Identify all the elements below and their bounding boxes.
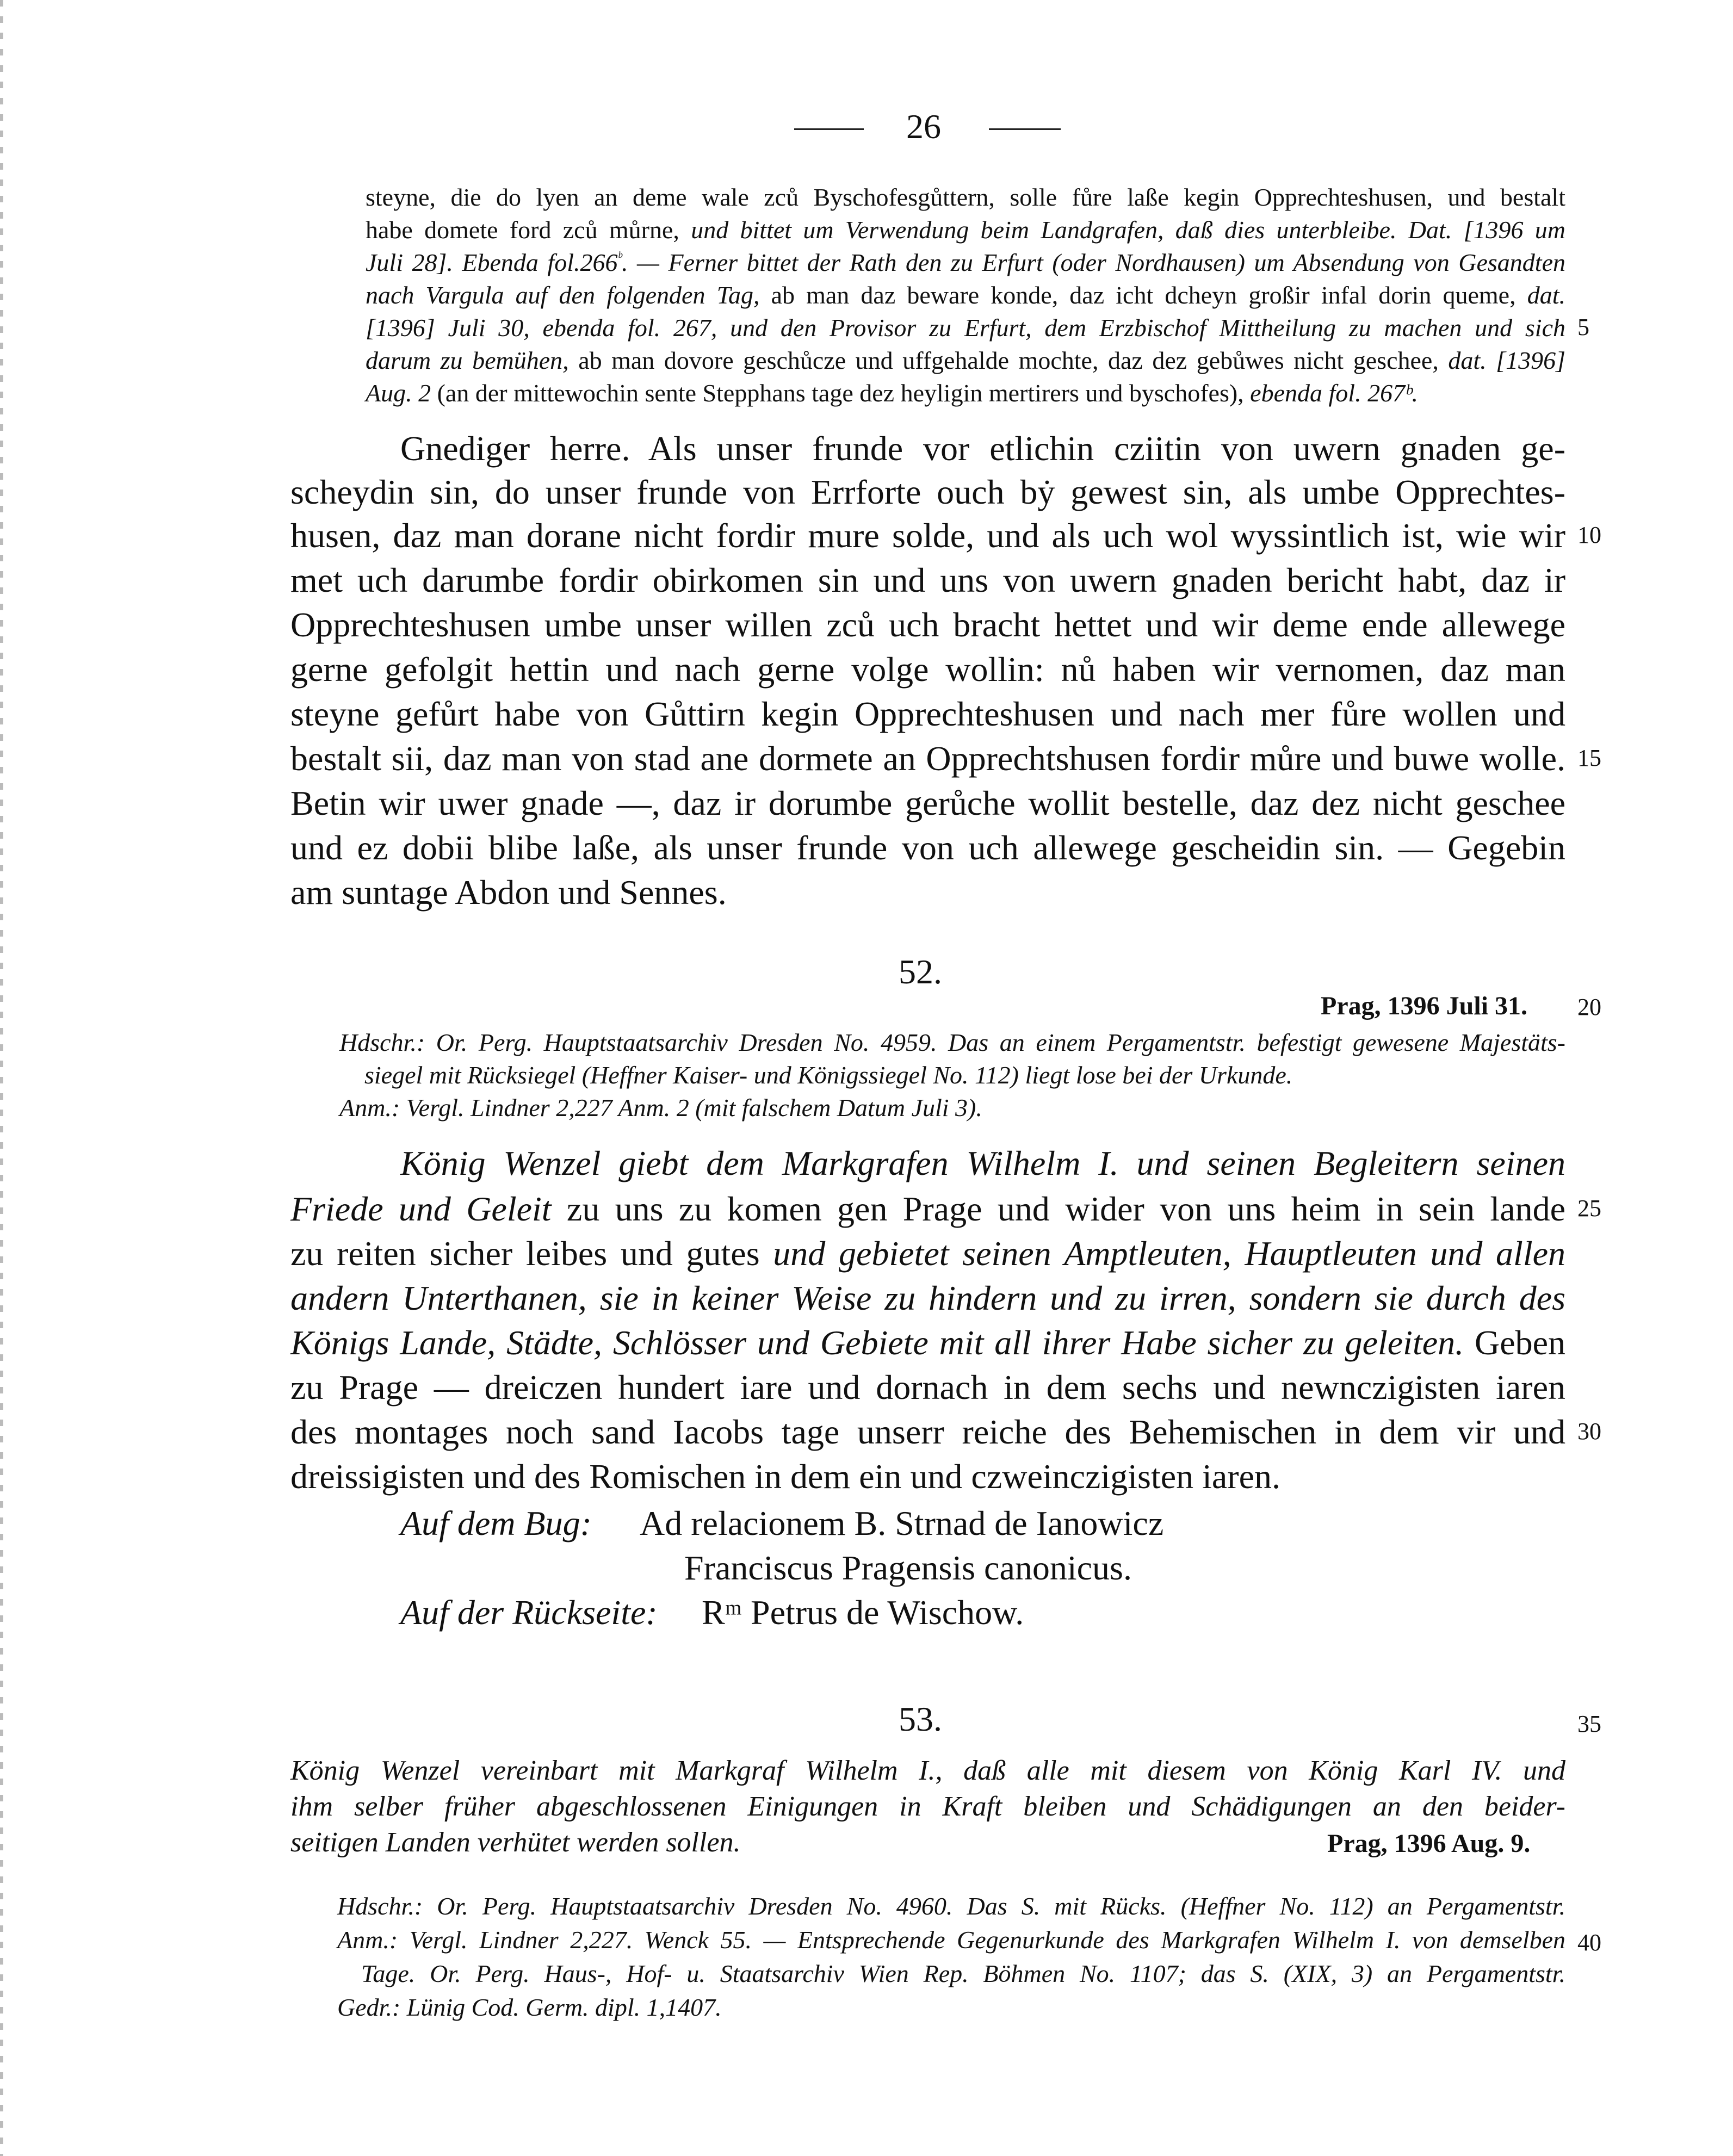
letter-line: und ez dobii blibe laße, als unser frunde von uch allewege gescheidin sin. — Gegebin: [290, 828, 1565, 867]
letter-line: husen, daz man dorane nicht fordir mure solde, und als uch wol wyssintlich ist, wie wir: [290, 516, 1565, 555]
doc52-note: siegel mit Rücksiegel (Heffner Kaiser- und Königssiegel No. 112) liegt lose bei der Urkunde.: [364, 1061, 1293, 1089]
header-rule-left: [794, 128, 864, 130]
doc52-note: Hdschr.: Or. Perg. Hauptstaatsarchiv Dresden No. 4959. Das an einem Pergamentstr. befestigt gewesene Majestäts-: [339, 1029, 1565, 1056]
doc53-number: 53.: [899, 1700, 942, 1738]
header-rule-right: [989, 128, 1061, 130]
notes-top-line: Aug. 2 (an der mittewochin sente Stepphans tage dez heyligin mertirers und byschofes), ebenda fol. 267ᵇ.: [366, 379, 1418, 407]
letter-line: steyne gefůrt habe von Gůttirn kegin Opprechteshusen und nach mer fůre wollen und: [290, 695, 1565, 733]
doc53-note: Anm.: Vergl. Lindner 2,227. Wenck 55. — Entsprechende Gegenurkunde des Markgrafen Wilhelm I. von demselben: [337, 1926, 1565, 1954]
margin-line-number: 10: [1577, 522, 1601, 548]
doc53-note: Tage. Or. Perg. Haus-, Hof- u. Staatsarchiv Wien Rep. Böhmen No. 1107; das S. (XIX, 3) an Pergamentstr.: [361, 1960, 1565, 1987]
letter-line: scheydin sin, do unser frunde von Errforte ouch bẏ gewest sin, als umbe Opprechtes-: [290, 473, 1565, 511]
doc52-line: andern Unterthanen, sie in keiner Weise zu hindern und zu irren, sondern sie durch des: [290, 1279, 1565, 1317]
margin-line-number: 40: [1577, 1929, 1601, 1956]
back-text: Rᵐ Petrus de Wischow.: [702, 1593, 1024, 1632]
margin-line-number: 20: [1577, 994, 1601, 1020]
scan-edge: [0, 0, 3, 2156]
page-number: 26: [906, 107, 941, 146]
margin-line-number: 30: [1577, 1418, 1601, 1445]
margin-line-number: 25: [1577, 1195, 1601, 1222]
notes-top-line: habe domete ford zců můrne, und bittet um Verwendung beim Landgrafen, daß dies unterbleibe. Dat. [1396 um: [366, 216, 1566, 244]
doc52-line: Friede und Geleit zu uns zu komen gen Prage und wider von uns heim in sein lande: [290, 1189, 1566, 1228]
doc53-summary-line: König Wenzel vereinbart mit Markgraf Wilhelm I., daß alle mit diesem von König Karl IV. und: [290, 1755, 1565, 1786]
bug-label: Auf dem Bug:: [400, 1504, 592, 1542]
margin-line-number: 15: [1577, 745, 1601, 771]
doc52-line: des montages noch sand Iacobs tage unserr reiche des Behemischen in dem vir und: [290, 1412, 1565, 1451]
doc52-line: zu reiten sicher leibes und gutes und gebietet seinen Amptleuten, Hauptleuten und allen: [290, 1234, 1565, 1273]
letter-line: met uch darumbe fordir obirkomen sin und uns von uwern gnaden bericht habt, daz ir: [290, 561, 1565, 599]
notes-top-line: darum zu bemühen, ab man dovore geschůcze und uffgehalde mochte, daz dez gebůwes nicht geschee, dat. [1396]: [366, 346, 1565, 374]
margin-line-number: 35: [1577, 1711, 1601, 1737]
doc53-summary-line: ihm selber früher abgeschlossenen Einigungen in Kraft bleiben und Schädigungen an den beider-: [290, 1791, 1565, 1822]
letter-line: am suntage Abdon und Sennes.: [290, 873, 727, 912]
doc52-line: dreissigisten und des Romischen in dem ein und czweinczigisten iaren.: [290, 1457, 1280, 1496]
notes-top-line: nach Vargula auf den folgenden Tag, ab man daz beware konde, daz icht dcheyn großir infal dorin queme, dat.: [366, 281, 1565, 309]
notes-top-line: steyne, die do lyen an deme wale zců Byschofesgůttern, solle fůre laße kegin Opprechteshusen, und bestalt: [366, 183, 1565, 211]
doc53-note: Hdschr.: Or. Perg. Hauptstaatsarchiv Dresden No. 4960. Das S. mit Rücks. (Heffner No. 112) an Pergamentstr.: [337, 1892, 1565, 1920]
notes-top-line: [1396] Juli 30, ebenda fol. 267, und den Provisor zu Erfurt, dem Erzbischof Mittheilung zu machen und sich: [366, 314, 1565, 342]
doc53-summary-line: seitigen Landen verhütet werden sollen.: [290, 1827, 741, 1858]
bug-line-2: Franciscus Pragensis canonicus.: [684, 1548, 1132, 1587]
bug-line-1: Ad relacionem B. Strnad de Ianowicz: [640, 1504, 1164, 1542]
letter-line: bestalt sii, daz man von stad ane dormete an Opprechtshusen fordir můre und buwe wolle.: [290, 739, 1565, 778]
doc52-number: 52.: [899, 952, 942, 991]
doc53-place-date: Prag, 1396 Aug. 9.: [1327, 1829, 1531, 1858]
doc52-note: Anm.: Vergl. Lindner 2,227 Anm. 2 (mit falschem Datum Juli 3).: [339, 1094, 982, 1122]
doc52-line: Königs Lande, Städte, Schlösser und Gebiete mit all ihrer Habe sicher zu geleiten. Geben: [290, 1323, 1565, 1362]
doc52-place-date: Prag, 1396 Juli 31.: [1321, 992, 1527, 1020]
letter-line: gerne gefolgit hettin und nach gerne volge wollin: nů haben wir vernomen, daz man: [290, 650, 1565, 689]
doc53-note: Gedr.: Lünig Cod. Germ. dipl. 1,1407.: [337, 1993, 722, 2021]
doc52-line: König Wenzel giebt dem Markgrafen Wilhelm I. und seinen Begleitern seinen: [400, 1144, 1565, 1182]
margin-line-number: 5: [1577, 314, 1589, 340]
letter-line: Betin wir uwer gnade —, daz ir dorumbe gerůche wollit bestelle, daz dez nicht geschee: [290, 784, 1565, 822]
letter-line: Opprechteshusen umbe unser willen zců uch bracht hettet und wir deme ende allewege: [290, 605, 1565, 644]
letter-line: Gnediger herre. Als unser frunde vor etlichin cziitin von uwern gnaden ge-: [400, 429, 1565, 468]
notes-top-line: Juli 28]. Ebenda $fol.266^ᵇ$. — Ferner bittet der Rath den zu Erfurt (oder Nordhausen) um Absendung von Gesandten: [366, 249, 1565, 276]
doc52-line: zu Prage — dreiczen hundert iare und dornach in dem sechs und newnczigisten iaren: [290, 1368, 1565, 1407]
back-label: Auf der Rückseite:: [400, 1593, 658, 1632]
